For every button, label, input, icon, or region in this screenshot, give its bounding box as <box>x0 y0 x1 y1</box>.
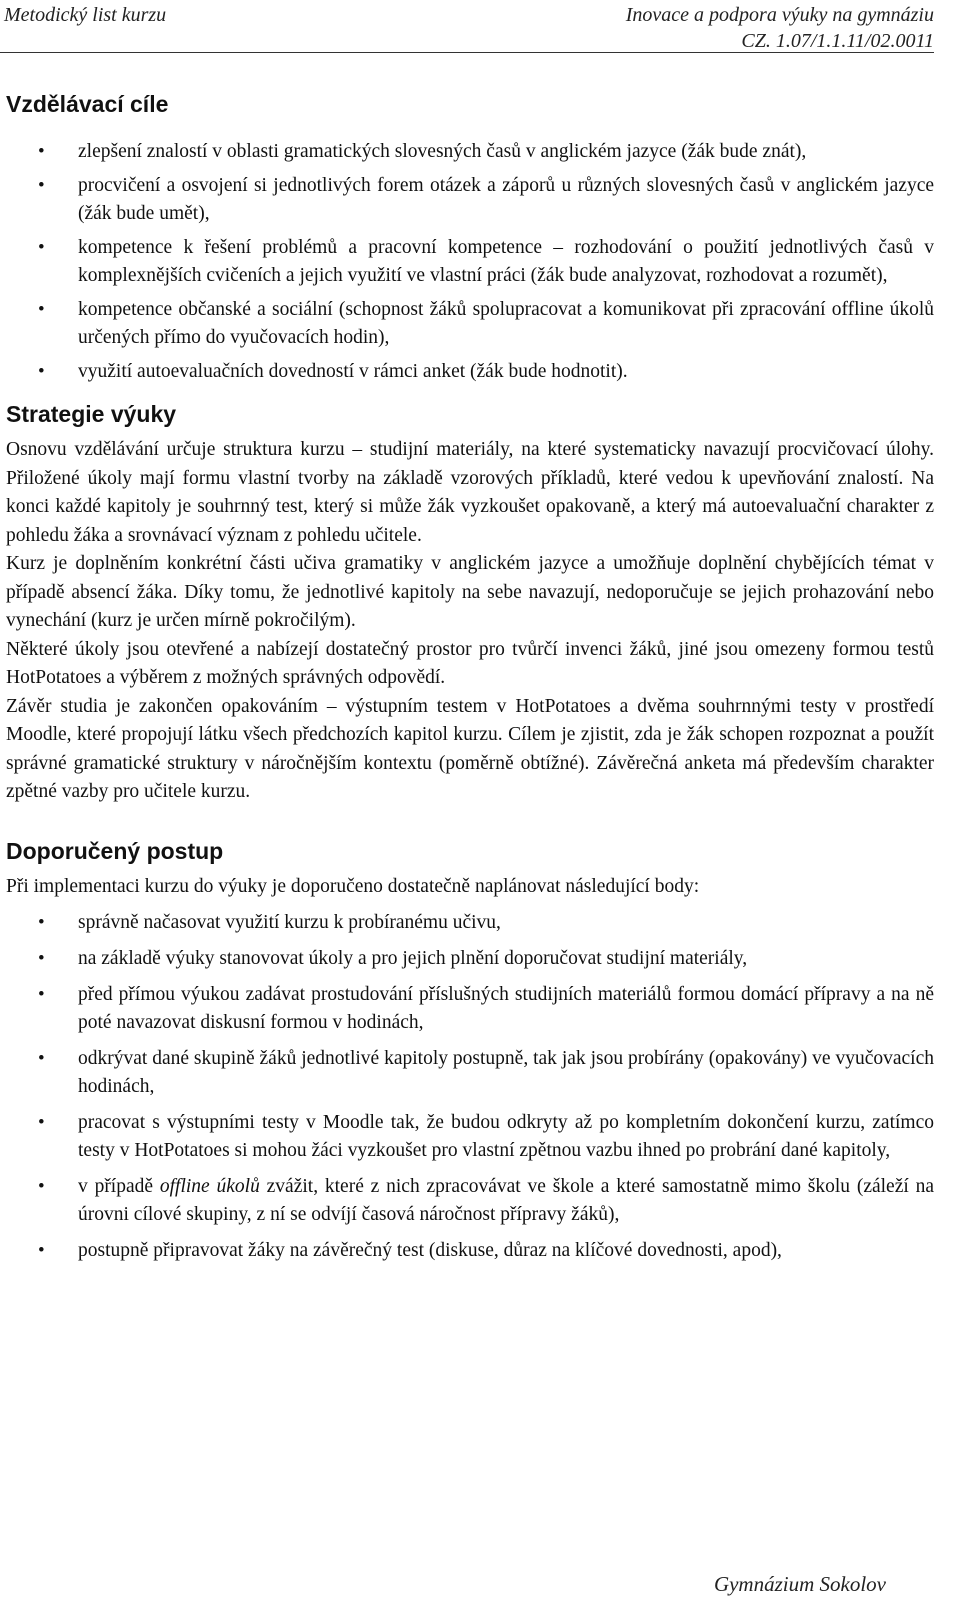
list-item: • v případě offline úkolů zvážit, které z nich zpracovávat ve škole a které samostatně mimo školu (záleží na úrovni cílové skupiny, z ní se odvíjí časová náročnost přípravy žáků), <box>6 1173 934 1229</box>
bullet-icon: • <box>38 984 45 1005</box>
list-item: • odkrývat dané skupině žáků jednotlivé kapitoly postupně, tak jak jsou probírány (opakovány) ve vyučovacích hodinách, <box>6 1045 934 1101</box>
section-heading-strategy: Strategie výuky <box>6 401 177 427</box>
header-course-title: Metodický list kurzu <box>4 4 167 26</box>
list-item: • využití autoevaluačních dovedností v rámci anket (žák bude hodnotit). <box>6 358 934 386</box>
list-item: • správně načasovat využití kurzu k probíranému učivu, <box>6 909 934 937</box>
header-project <box>626 2 934 54</box>
footer-school-name: Gymnázium Sokolov <box>713 1572 886 1596</box>
bullet-icon: • <box>38 948 45 969</box>
offline-tasks-emphasis: offline úkolů <box>159 1176 260 1197</box>
strategy-paragraph: Závěr studia je zakončen opakováním – výstupním testem v HotPotatoes a dvěma souhrnnými testy v prostředí Moodle, které propojují látku všech předchozích kapitol kurzu. Cílem je zjistit, zda je žák schopen rozpoznat a použít správné gramatické struktury v náročnějším kontextu (poměrně obtížné). Závěrečná anketa má především charakter zpětné vazby pro učitele kurzu. <box>6 695 934 802</box>
bullet-icon: • <box>38 1112 45 1133</box>
strategy-paragraph: Osnovu vzdělávání určuje struktura kurzu – studijní materiály, na které systematicky navazují procvičovací úlohy. Přiložené úkoly mají formu vlastní tvorby na základě vzorových příkladů, které vedou k upevňování znalostí. Na konci každé kapitoly je souhrnný test, který si může žák vyzkoušet opakovaně, a který má autoevaluační charakter z pohledu žáka a srovnávací význam z pohledu učitele. <box>6 439 934 546</box>
procedure-intro: Při implementaci kurzu do výuky je doporučeno dostatečně naplánovat následující body: <box>6 875 700 897</box>
list-item: • postupně připravovat žáky na závěrečný test (diskuse, důraz na klíčové dovednosti, apod), <box>6 1237 934 1265</box>
bullet-icon: • <box>38 299 45 320</box>
section-heading-goals: Vzdělávací cíle <box>6 91 169 117</box>
bullet-icon: • <box>38 1240 45 1261</box>
list-item: • na základě výuky stanovovat úkoly a pro jejich plnění doporučovat studijní materiály, <box>6 945 934 973</box>
strategy-paragraph: Kurz je doplněním konkrétní části učiva gramatiky v anglickém jazyce a umožňuje doplnění chybějících témat v případě absencí žáka. Díky tomu, že jednotlivé kapitoly na sebe navazují, nedoporučuje se jejich prohazování nebo vynechání (kurz je určen mírně pokročilým). <box>6 553 934 631</box>
goals-list <box>6 138 934 386</box>
strategy-paragraph: Některé úkoly jsou otevřené a nabízejí dostatečný prostor pro tvůrčí invenci žáků, jiné jsou omezeny formou testů HotPotatoes a výběrem z možných správných odpovědí. <box>6 638 934 688</box>
list-item: • zlepšení znalostí v oblasti gramatických slovesných časů v anglickém jazyce (žák bude znát), <box>6 138 934 166</box>
bullet-icon: • <box>38 912 45 933</box>
list-item: • procvičení a osvojení si jednotlivých forem otázek a záporů u různých slovesných časů v anglickém jazyce (žák bude umět), <box>6 172 934 228</box>
document-content <box>6 88 934 1265</box>
bullet-icon: • <box>38 175 45 196</box>
running-header <box>4 2 934 50</box>
header-project-code: CZ. 1.07/1.1.11/02.0011 <box>741 30 934 52</box>
bullet-icon: • <box>38 1176 45 1197</box>
list-item: • pracovat s výstupními testy v Moodle tak, že budou odkryty až po kompletním dokončení kurzu, zatímco testy v HotPotatoes si mohou žáci vyzkoušet pro vlastní zpětnou vazbu ihned po probrání dané kapitoly, <box>6 1109 934 1165</box>
bullet-icon: • <box>38 1048 45 1069</box>
list-item: • kompetence k řešení problémů a pracovní kompetence – rozhodování o použití jednotlivých časů v komplexnějších cvičeních a jejich využití ve vlastní práci (žák bude analyzovat, rozhodovat a rozumět), <box>6 234 934 290</box>
section-heading-procedure: Doporučený postup <box>6 837 224 864</box>
header-divider <box>0 52 934 53</box>
list-item: • kompetence občanské a sociální (schopnost žáků spolupracovat a komunikovat při zpracování offline úkolů určených přímo do vyučovacích hodin), <box>6 296 934 352</box>
bullet-icon: • <box>38 237 45 258</box>
procedure-list <box>6 909 934 1265</box>
list-item: • před přímou výukou zadávat prostudování příslušných studijních materiálů formou domácí přípravy a na ně poté navazovat diskusní formou v hodinách, <box>6 981 934 1037</box>
bullet-icon: • <box>38 141 45 162</box>
header-project-name: Inovace a podpora výuky na gymnáziu <box>625 4 934 26</box>
bullet-icon: • <box>38 361 45 382</box>
